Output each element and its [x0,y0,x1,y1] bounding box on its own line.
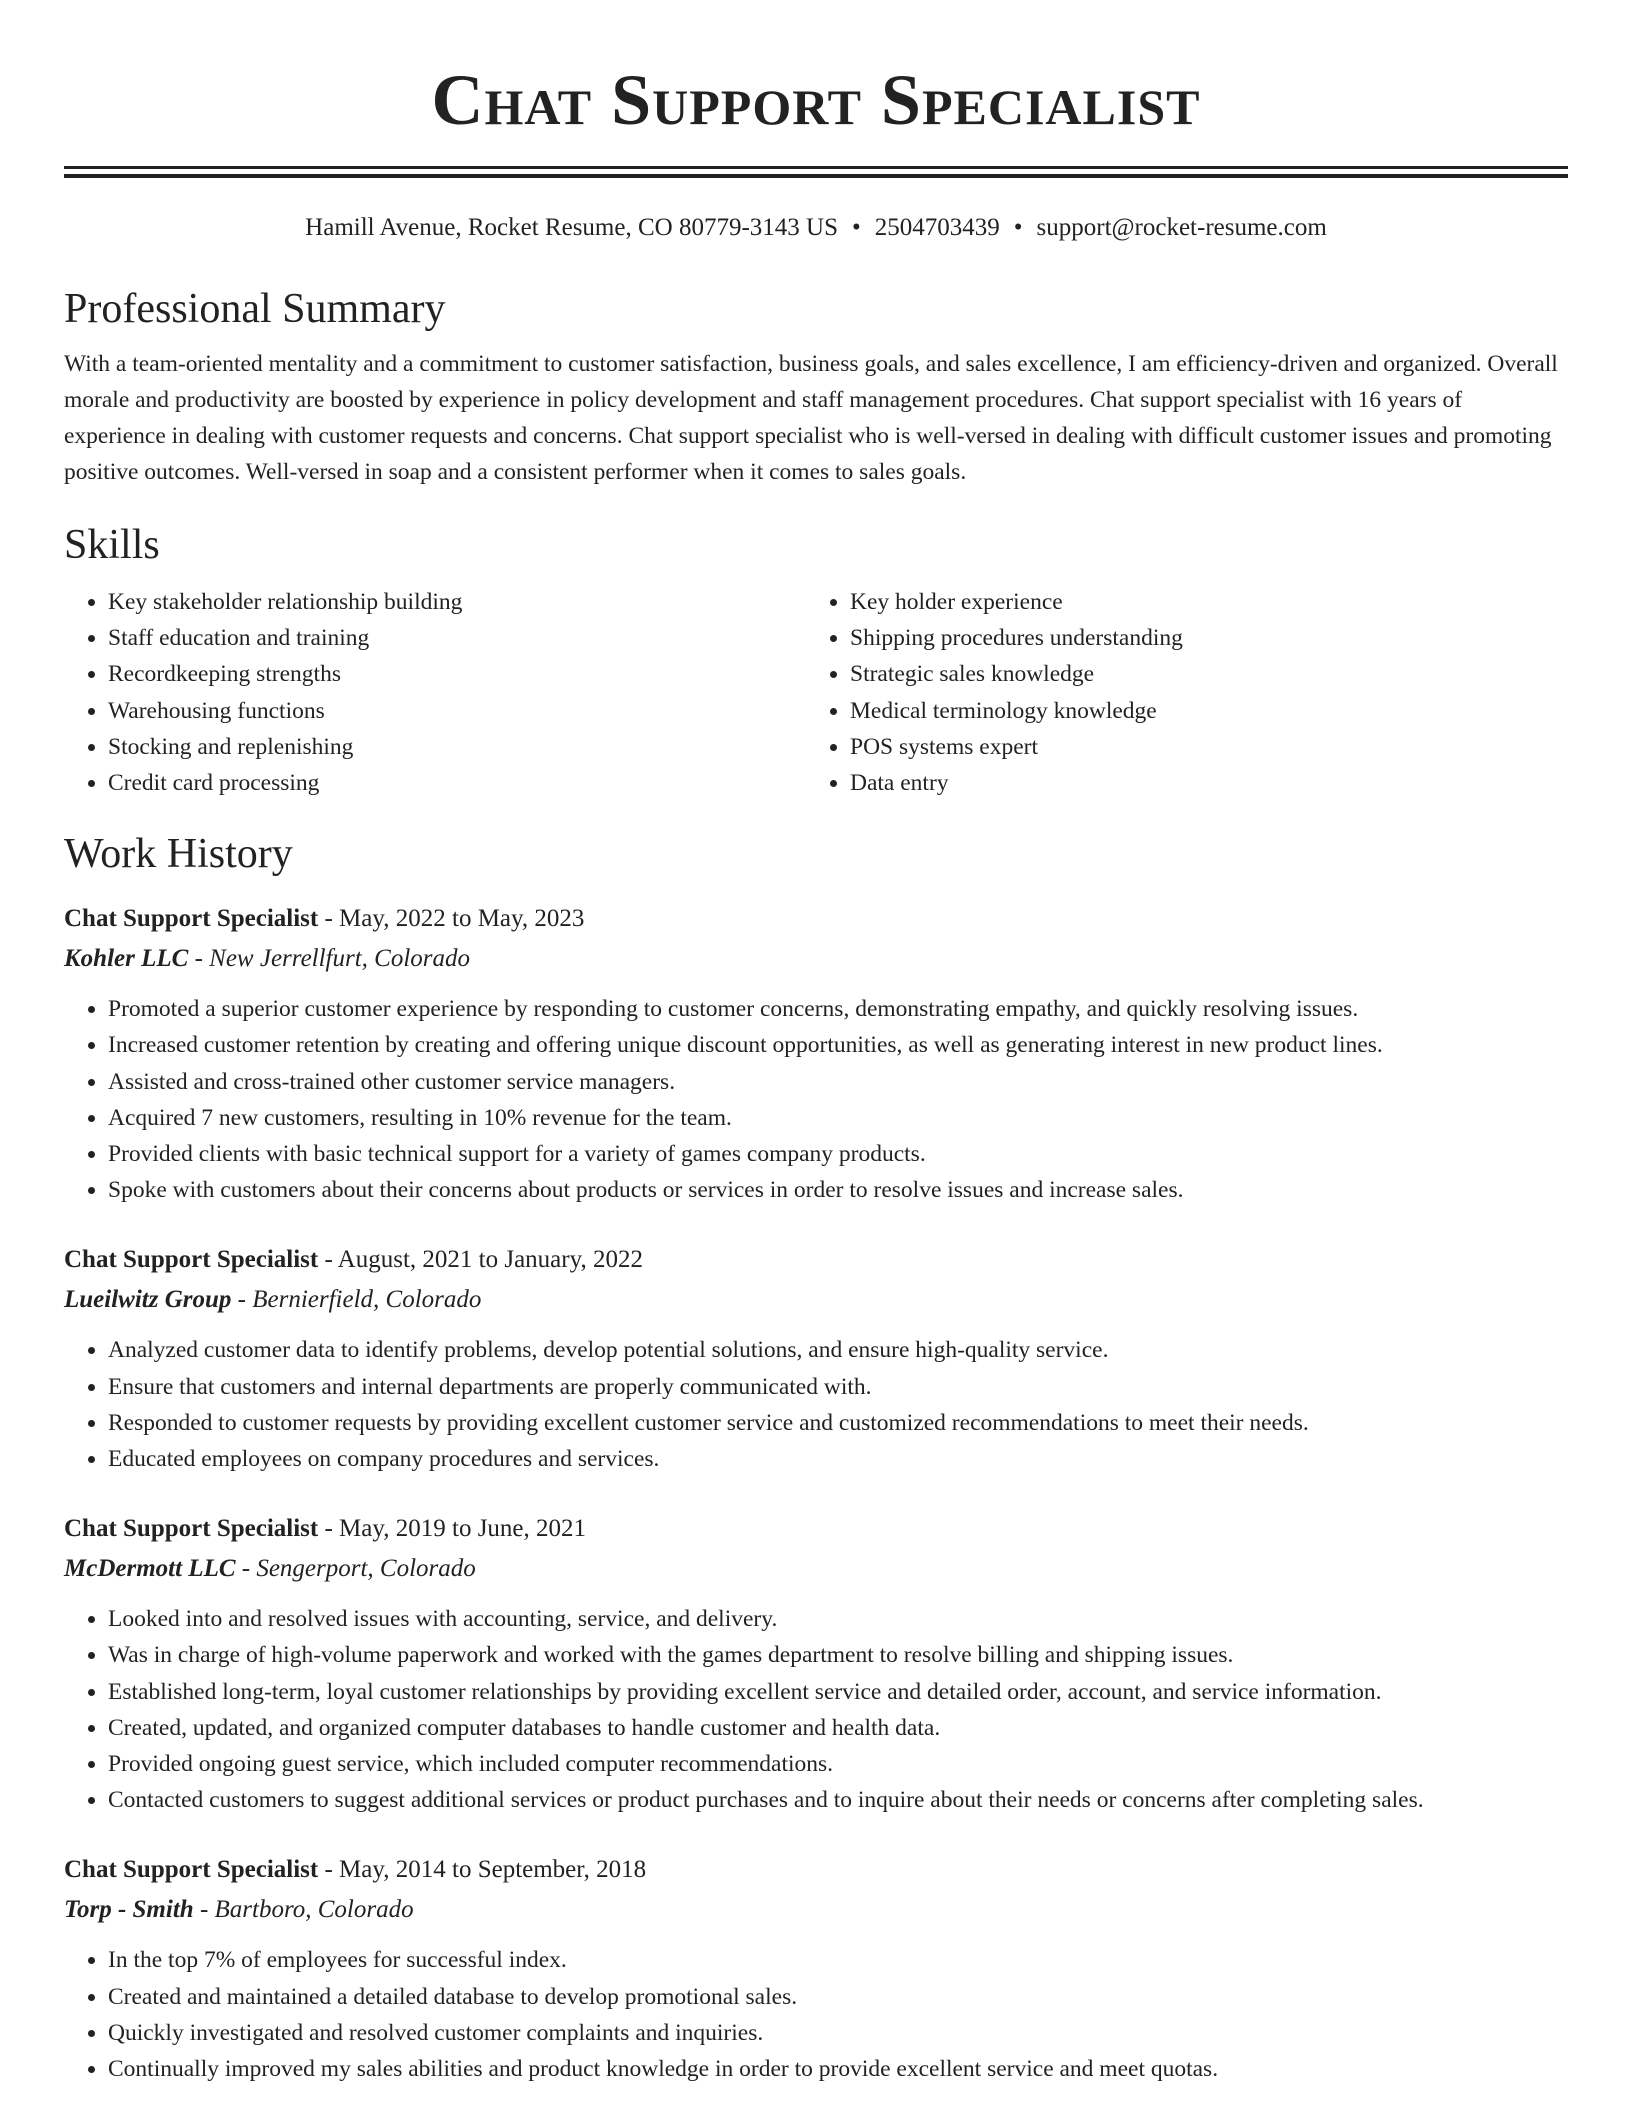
skills-heading: Skills [64,522,160,568]
job-bullets [64,1332,1568,1477]
job-bullet: • Analyzed customer data to identify problems, develop potential solutions, and ensure high-quality service. [108,1332,1568,1368]
skill-item: • POS systems expert [850,729,1548,765]
contact-line [64,212,1568,244]
title-divider [64,166,1568,178]
job-company-line [64,1280,1568,1320]
job-bullet: • Spoke with customers about their concerns about products or services in order to resolve issues and increase sales. [108,1172,1568,1208]
work-history-heading: Work History [64,831,293,878]
job-company: Kohler LLC [64,945,189,973]
skill-item: • Strategic sales knowledge [850,656,1548,692]
job-header [64,1240,1568,1280]
skill-item: • Warehousing functions [108,693,806,729]
job-bullet: • Promoted a superior customer experience by responding to customer concerns, demonstrating empathy, and quickly resolving issues. [108,991,1568,1027]
contact-separator: • [1013,214,1023,241]
contact-separator: • [851,214,861,241]
job-dates: - May, 2014 to September, 2018 [318,1856,647,1884]
skills-column-left [64,584,806,801]
job-bullet: • Continually improved my sales abilities and product knowledge in order to provide excellent service and meet quotas. [108,2051,1568,2087]
contact-email: support@rocket-resume.com [1036,214,1327,241]
job-company: Lueilwitz Group [64,1286,232,1314]
skill-item: • Medical terminology knowledge [850,693,1548,729]
skill-item: • Data entry [850,765,1548,801]
job-bullet: • Ensure that customers and internal departments are properly communicated with. [108,1369,1568,1405]
skill-item: • Staff education and training [108,620,806,656]
skill-item: • Shipping procedures understanding [850,620,1548,656]
job-header [64,1509,1568,1549]
job-bullet: • Looked into and resolved issues with accounting, service, and delivery. [108,1601,1568,1637]
job-bullets [64,1601,1568,1818]
job-bullet: • Increased customer retention by creating and offering unique discount opportunities, as well as generating interest in new product lines. [108,1027,1568,1063]
skill-item: • Key holder experience [850,584,1548,620]
contact-phone: 2504703439 [874,214,1000,241]
job-header [64,899,1568,939]
job-dates: - May, 2019 to June, 2021 [318,1515,587,1543]
resume-title: Chat Support Specialist [431,60,1201,140]
job-role: Chat Support Specialist [64,1856,319,1884]
job-role: Chat Support Specialist [64,1515,319,1543]
contact-address: Hamill Avenue, Rocket Resume, CO 80779-3143 US [305,214,838,241]
job-bullet: • Was in charge of high-volume paperwork and worked with the games department to resolve billing and shipping issues. [108,1637,1568,1673]
job-bullet: • Assisted and cross-trained other customer service managers. [108,1064,1568,1100]
job-company: McDermott LLC [64,1555,236,1583]
job-location: - New Jerrellfurt, Colorado [188,945,471,973]
job-company-line [64,939,1568,979]
skill-item: • Key stakeholder relationship building [108,584,806,620]
job-company-line [64,1890,1568,1930]
job-bullet: • Created, updated, and organized computer databases to handle customer and health data. [108,1710,1568,1746]
job-bullet: • Created and maintained a detailed database to develop promotional sales. [108,1979,1568,2015]
skills-list-left [64,584,806,801]
job-company-line [64,1549,1568,1589]
job-bullet: • Acquired 7 new customers, resulting in 10% revenue for the team. [108,1100,1568,1136]
job-bullet: • Quickly investigated and resolved customer complaints and inquiries. [108,2015,1568,2051]
skills-columns [64,584,1568,801]
job-entry [64,1850,1568,2087]
skill-item: • Credit card processing [108,765,806,801]
skill-item: • Stocking and replenishing [108,729,806,765]
job-bullet: • Responded to customer requests by providing excellent customer service and customized recommendations to meet their needs. [108,1405,1568,1441]
summary-text: With a team-oriented mentality and a commitment to customer satisfaction, business goals, and sales excellence, I am efficiency-driven and organized. Overall morale and productivity are boosted by experience in policy development and staff management procedures. Chat support specialist with 16 years of experience in dealing with customer requests and concerns. Chat support specialist who is well-versed in dealing with difficult customer issues and promoting positive outcomes. Well-versed in soap and a consistent performer when it comes to sales goals. [64,351,1558,485]
work-history-section [64,829,1568,2087]
job-dates: - May, 2022 to May, 2023 [318,905,585,933]
job-entry [64,1240,1568,1477]
skills-section [64,520,1568,801]
job-location: - Sengerport, Colorado [235,1555,476,1583]
job-bullet: • Educated employees on company procedures and services. [108,1441,1568,1477]
job-bullet: • Provided clients with basic technical support for a variety of games company products. [108,1136,1568,1172]
job-bullet: • Contacted customers to suggest additional services or product purchases and to inquire about their needs or concerns after completing sales. [108,1782,1568,1818]
job-header [64,1850,1568,1890]
job-bullet: • Established long-term, loyal customer relationships by providing excellent service and detailed order, account, and service information. [108,1674,1568,1710]
skills-list-right [806,584,1548,801]
job-entry [64,899,1568,1208]
job-bullet: • In the top 7% of employees for successful index. [108,1942,1568,1978]
job-bullets [64,1942,1568,2087]
job-company: Torp - Smith [64,1896,194,1924]
summary-section [64,284,1568,490]
skill-item: • Recordkeeping strengths [108,656,806,692]
job-bullets [64,991,1568,1208]
skills-column-right [806,584,1548,801]
job-role: Chat Support Specialist [64,1246,319,1274]
job-location: - Bartboro, Colorado [193,1896,414,1924]
job-entry [64,1509,1568,1818]
job-role: Chat Support Specialist [64,905,319,933]
job-bullet: • Provided ongoing guest service, which included computer recommendations. [108,1746,1568,1782]
summary-heading: Professional Summary [64,286,446,332]
job-location: - Bernierfield, Colorado [231,1286,482,1314]
job-dates: - August, 2021 to January, 2022 [318,1246,643,1274]
